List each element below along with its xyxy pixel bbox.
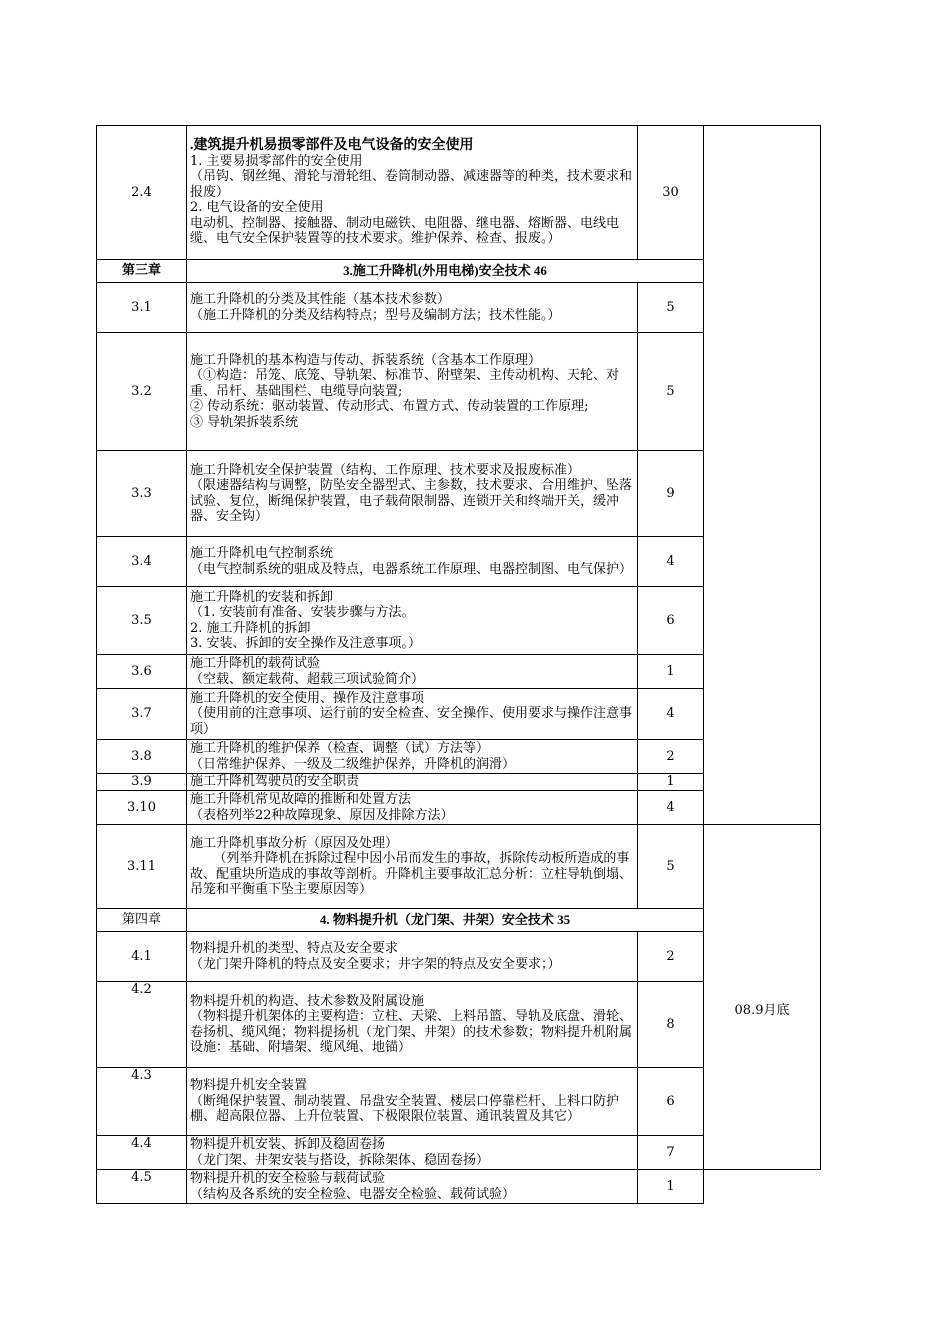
content-line: 物料提升机安全装置 <box>190 1078 308 1094</box>
section-content <box>187 587 638 655</box>
hours-value: 2 <box>638 932 704 982</box>
section-number: 3.8 <box>97 740 187 774</box>
section-content <box>187 1068 638 1136</box>
section-content <box>187 1136 638 1170</box>
remark-date: 08.9月底 <box>734 1003 790 1019</box>
section-content <box>187 825 638 909</box>
hours-value: 1 <box>638 655 704 689</box>
content-line: 施工升降机的安全使用、操作及注意事项 <box>190 690 425 706</box>
chapter-number: 第三章 <box>97 260 187 283</box>
section-content <box>187 283 638 333</box>
section-content <box>187 982 638 1068</box>
content-line: （施工升降机的分类及结构特点；型号及编制方法；技术性能。） <box>190 307 561 323</box>
content-line: 1. 主要易损零部件的安全使用 <box>190 153 363 169</box>
content-line: 施工升降机的基本构造与传动、拆装系统（含基本工作原理） <box>190 352 542 368</box>
content-line: （断绳保护装置、制动装置、吊盘安全装置、楼层口停靠栏杆、上料口防护棚、超高限位器、上升位装置、下极限限位装置、通讯装置及其它） <box>190 1093 620 1125</box>
table-row <box>97 1170 821 1204</box>
section-content <box>187 126 638 260</box>
table-body <box>97 126 821 1204</box>
content-line: 2. 电气设备的安全使用 <box>190 200 324 216</box>
section-number: 3.9 <box>97 774 187 791</box>
content-line: （空载、额定载荷、超载三项试验简介） <box>190 671 425 687</box>
content-line: （使用前的注意事项、运行前的安全检查、安全操作、使用要求与操作注意事项） <box>190 706 633 737</box>
remark-cell <box>704 825 821 1170</box>
hours-value: 7 <box>638 1136 704 1170</box>
hours-value: 5 <box>638 333 704 451</box>
hours-value: 1 <box>638 774 704 791</box>
chapter-title: 4. 物料提升机（龙门架、井架）安全技术 35 <box>187 909 704 932</box>
content-line: （结构及各系统的安全检验、电器安全检验、载荷试验） <box>190 1186 516 1202</box>
section-number: 3.11 <box>97 825 187 909</box>
section-number: 4.4 <box>97 1136 187 1170</box>
section-number: 4.2 <box>97 982 187 1068</box>
content-line: （限速器结构与调整，防坠安全器型式、主参数，技术要求、合用维护、坠落试验、复位，断绳保护装置，电子载荷限制器、连锁开关和终端开关，缓冲器、安全钩） <box>190 478 633 524</box>
section-content <box>187 333 638 451</box>
hours-value: 4 <box>638 537 704 587</box>
content-line: （①构造：吊笼、底笼、导轨架、标准节、附壁架、主传动机构、天轮、对重、吊杆、基础围栏、电缆导向装置; <box>190 368 620 399</box>
section-number: 3.2 <box>97 333 187 451</box>
content-line: （吊钩、钢丝绳、滑轮与滑轮组、卷筒制动器、减速器等的种类，技术要求和报废） <box>190 169 633 200</box>
content-line: （物料提升机架体的主要构造：立柱、天梁、上料吊篮、导轨及底盘、滑轮、卷扬机、缆风绳；物料提扬机（龙门架、井架）的技术参数；物料提升机附属设施：基础、附墙架、缆风绳、地锚） <box>190 1009 633 1055</box>
hours-value: 6 <box>638 587 704 655</box>
chapter-number: 第四章 <box>97 909 187 932</box>
content-line: 施工升降机的维护保养（检查、调整（试）方法等） <box>190 741 490 756</box>
content-line: 施工升降机安全保护装置（结构、工作原理、技术要求及报废标准） <box>190 462 581 478</box>
content-line: 施工升降机常见故障的推断和处置方法 <box>190 792 412 807</box>
section-content <box>187 791 638 825</box>
content-line: （1. 安装前有准备、安装步骤与方法。 <box>190 605 415 620</box>
section-content <box>187 932 638 982</box>
hours-value: 5 <box>638 283 704 333</box>
hours-value: 30 <box>638 126 704 260</box>
content-line: 物料提升机的类型、特点及安全要求 <box>190 941 399 956</box>
hours-value: 9 <box>638 451 704 537</box>
section-number: 4.1 <box>97 932 187 982</box>
section-number: 2.4 <box>97 126 187 260</box>
hours-value: 1 <box>638 1170 704 1204</box>
content-line: （龙门架、井架安装与搭设，拆除架体、稳固卷扬） <box>190 1152 490 1168</box>
content-line: 施工升降机的安装和拆卸 <box>190 589 334 605</box>
content-line: 施工升降机的载荷试验 <box>190 656 321 671</box>
content-line: 2. 施工升降机的拆卸 <box>190 620 311 636</box>
content-line: 施工升降机电气控制系统 <box>190 546 334 561</box>
section-content <box>187 451 638 537</box>
content-line: 施工升降机事故分析（原因及处理） <box>190 835 399 851</box>
table-row <box>97 126 821 260</box>
section-number: 3.1 <box>97 283 187 333</box>
section-number: 3.4 <box>97 537 187 587</box>
content-line: ② 传动系统：驱动装置、传动形式、布置方式、传动装置的工作原理; <box>190 399 589 415</box>
hours-value: 6 <box>638 1068 704 1136</box>
content-line: 物料提升机的构造、技术参数及附属设施 <box>190 993 425 1009</box>
hours-value: 2 <box>638 740 704 774</box>
hours-value: 4 <box>638 689 704 740</box>
section-content <box>187 655 638 689</box>
hours-value: 4 <box>638 791 704 825</box>
content-line: 物料提升机安装、拆卸及稳固卷扬 <box>190 1137 386 1152</box>
section-number: 3.7 <box>97 689 187 740</box>
remark-cell-top <box>704 126 821 825</box>
section-number: 3.6 <box>97 655 187 689</box>
table-row <box>97 825 821 909</box>
section-number: 4.5 <box>97 1170 187 1204</box>
chapter-title: 3.施工升降机(外用电梯)安全技术 46 <box>187 260 704 283</box>
content-line: （电气控制系统的驵成及特点，电器系统工作原理、电器控制图、电气保护） <box>190 561 633 577</box>
section-number: 3.3 <box>97 451 187 537</box>
content-line: （龙门架升降机的特点及安全要求；井字架的特点及安全要求；） <box>190 956 561 972</box>
section-content <box>187 774 638 791</box>
section-content <box>187 537 638 587</box>
section-content <box>187 740 638 774</box>
section-content <box>187 689 638 740</box>
hours-value: 5 <box>638 825 704 909</box>
section-number: 3.5 <box>97 587 187 655</box>
content-line: ③ 导轨架拆装系统 <box>190 414 299 430</box>
section-number: 3.10 <box>97 791 187 825</box>
content-line: .建筑提升机易损零部件及电气设备的安全使用 <box>190 138 474 154</box>
content-line: （列举升降机在拆除过程中因小吊而发生的事故，拆除传动板所造成的事故、配重块所造成的事故等剖析。升降机主要事故汇总分析：立柱导轨倒塌、吊笼和平衡重下坠主要原因等） <box>190 851 633 897</box>
content-line: 3. 安装、拆卸的安全操作及注意事项。） <box>190 636 422 651</box>
course-schedule-table <box>96 125 821 1204</box>
section-content <box>187 1170 638 1204</box>
content-line: 物料提升机的安全检验与载荷试验 <box>190 1171 386 1186</box>
content-line: （日常维护保养、一级及二级维护保养，升降机的润滑） <box>190 756 516 772</box>
content-line: （表格列举22种故障现象、原因及排除方法） <box>190 807 454 823</box>
content-line: 施工升降机的分类及其性能（基本技术参数） <box>190 292 451 307</box>
content-line: 施工升降机驾驶员的安全职责 <box>190 774 360 790</box>
hours-value: 8 <box>638 982 704 1068</box>
section-number: 4.3 <box>97 1068 187 1136</box>
content-line: 电动机、控制器、接触器、制动电磁铁、电阻器、继电器、熔断器、电线电缆、电气安全保护装置等的技术要求。维护保养、检查、报废。） <box>190 215 620 247</box>
